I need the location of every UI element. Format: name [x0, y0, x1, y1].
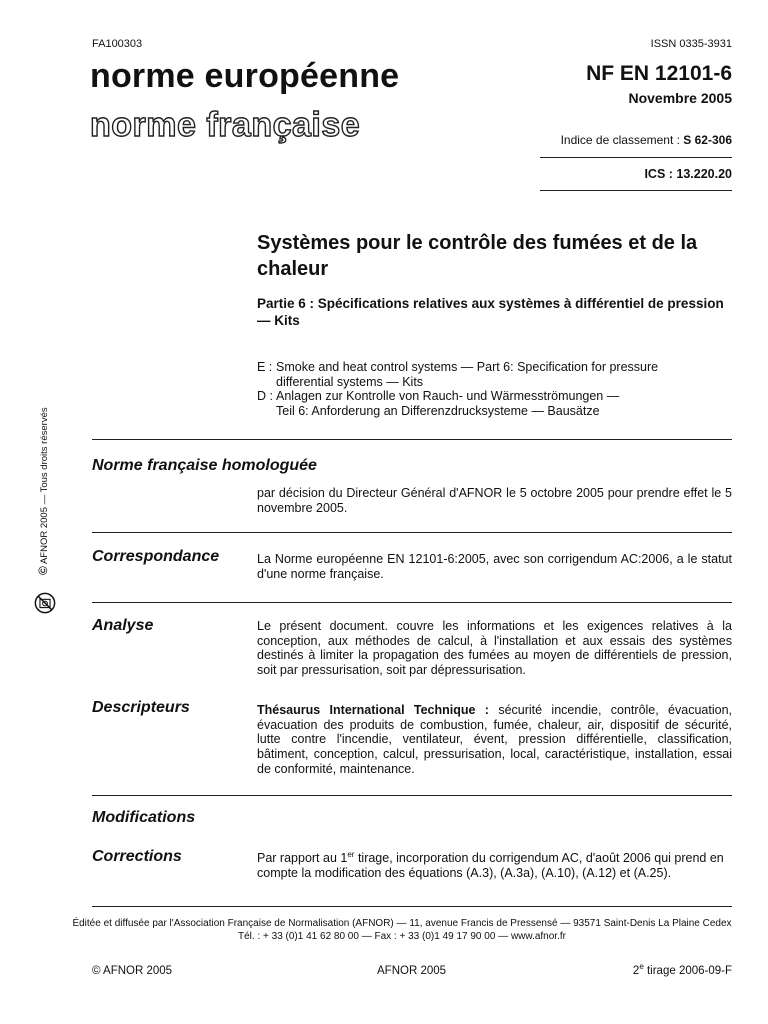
- translation-line: Anlagen zur Kontrolle von Rauch- und Wärmesströmungen —: [276, 389, 620, 403]
- modifications-label: Modifications: [92, 809, 196, 826]
- translation-line: Smoke and heat control systems — Part 6: Specification for pressure: [276, 360, 659, 374]
- footer-edition: [632, 962, 732, 977]
- classification-index: [561, 133, 732, 147]
- language-code: E :: [257, 360, 273, 374]
- edition-text: tirage 2006-09-F: [643, 965, 732, 977]
- corrections-label: Corrections: [92, 848, 182, 865]
- homologation-text: par décision du Directeur Général d'AFNOR le 5 octobre 2005 pour prendre effet le 5 novembre 2005.: [257, 486, 732, 515]
- divider: [92, 439, 732, 440]
- translation-english: [257, 360, 737, 389]
- descripteurs-label: Descripteurs: [92, 699, 190, 716]
- publisher-address: Éditée et diffusée par l'Association Française de Normalisation (AFNOR) — 11, avenue Francis de Pressensé — 93571 Saint-Denis La Plaine Cedex: [72, 918, 732, 929]
- document-title: Systèmes pour le contrôle des fumées et de la chaleur: [257, 232, 698, 280]
- classification-label: Indice de classement :: [560, 133, 684, 147]
- superscript: e: [639, 962, 644, 971]
- document-code: FA100303: [92, 38, 143, 50]
- divider: [92, 602, 732, 603]
- translation-line: Teil 6: Anforderung an Differenzdrucksysteme — Bausätze: [276, 403, 600, 418]
- corrections-text-end: tirage, incorporation du corrigendum AC, d'août 2006 qui prend en compte la modification des équations (A.3), (A.3a), (A.10), (A.12) et (A.25).: [257, 851, 724, 880]
- footer-publisher: AFNOR 2005: [377, 965, 447, 977]
- sidebar-copyright: [36, 407, 50, 575]
- edition-number: 2: [632, 965, 640, 977]
- corrections-text: [257, 851, 732, 880]
- homologation-heading: Norme française homologuée: [92, 457, 317, 474]
- standard-number: NF EN 12101-6: [586, 62, 732, 85]
- classification-value: S 62-306: [683, 133, 732, 147]
- copyright-symbol: ©: [36, 566, 50, 575]
- title-norme-francaise: norme française: [90, 106, 361, 144]
- descripteurs-keywords: sécurité incendie, contrôle, évacuation, évacuation des produits de combustion, fumée, chaleur, air, dispositif de sécurité, lutte contre l'incendie, ventilateur, évent, pression différentielle, classification, bâtiment, conception, calcul, pressurisation, local, caractéristique, installation, essai de conformité, maintenance.: [257, 703, 732, 776]
- thesaurus-lead: Thésaurus International Technique :: [257, 703, 489, 717]
- copyright-text: AFNOR 2005 — Tous droits réservés: [39, 407, 50, 565]
- publisher-contact: Tél. : + 33 (0)1 41 62 80 00 — Fax : + 33 (0)1 49 17 90 00 — www.afnor.fr: [238, 930, 566, 942]
- divider: [540, 157, 732, 158]
- no-photocopy-icon: [34, 592, 56, 614]
- correspondance-label: Correspondance: [92, 548, 220, 565]
- corrections-text-start: Par rapport au 1: [257, 851, 348, 865]
- translation-german: [257, 389, 737, 418]
- analyse-text: Le présent document. couvre les informations et les exigences relatives à la conception, aux méthodes de calcul, à l'installation et aux essais des systèmes destinés à limiter la propagation des fumées au moyen de différentiels de pression, soit par pressurisation, soit par dépressurisation.: [257, 619, 732, 678]
- document-subtitle: Partie 6 : Spécifications relatives aux systèmes à différentiel de pression — Kits: [257, 296, 724, 328]
- issn-number: ISSN 0335-3931: [650, 38, 732, 50]
- ics-code: ICS : 13.220.20: [644, 167, 732, 181]
- correspondance-text: La Norme européenne EN 12101-6:2005, avec son corrigendum AC:2006, a le statut d'une norme française.: [257, 552, 732, 581]
- analyse-label: Analyse: [92, 617, 154, 634]
- publisher-info: [70, 918, 734, 943]
- superscript: er: [347, 850, 355, 859]
- divider: [92, 906, 732, 907]
- translation-line: differential systems — Kits: [276, 374, 424, 389]
- title-norme-europeenne: norme européenne: [90, 57, 400, 95]
- descripteurs-text: [257, 703, 732, 777]
- standard-date: Novembre 2005: [628, 90, 732, 106]
- language-code: D :: [257, 389, 273, 403]
- footer-copyright: © AFNOR 2005: [92, 965, 173, 977]
- divider: [92, 532, 732, 533]
- divider: [540, 190, 732, 191]
- divider: [92, 795, 732, 796]
